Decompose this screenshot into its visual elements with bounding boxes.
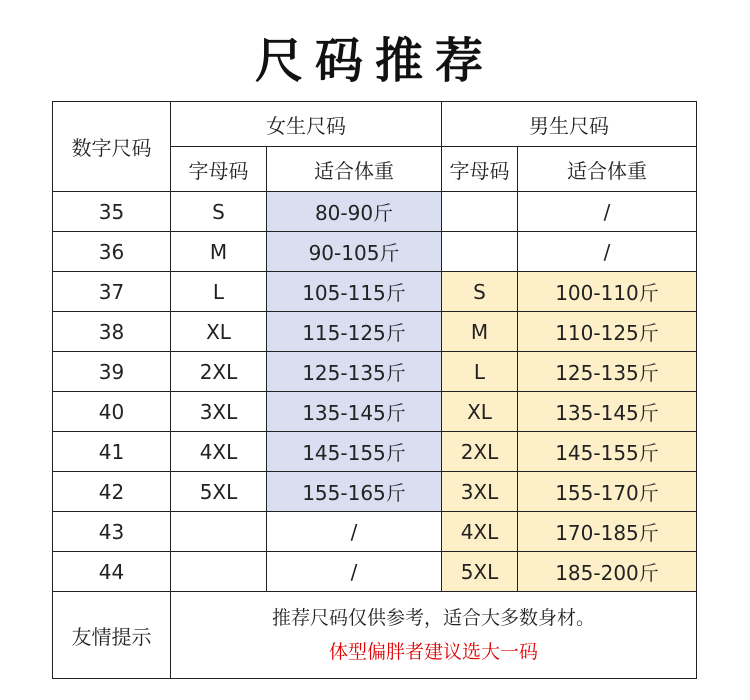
table-row — [53, 192, 697, 232]
header-women-letter: 字母码 — [171, 147, 267, 192]
cell-men-letter: M — [442, 312, 518, 352]
header-row-1 — [53, 102, 697, 147]
cell-women-letter: S — [171, 192, 267, 232]
cell-men-letter — [442, 232, 518, 272]
cell-women-weight: 90-105斤 — [267, 232, 442, 272]
header-women: 女生尺码 — [171, 102, 442, 147]
cell-men-weight: 145-155斤 — [518, 432, 697, 472]
page-title: 尺码推荐 — [254, 33, 495, 89]
tip-line-general: 推荐尺码仅供参考，适合大多数身材。 — [271, 607, 595, 629]
cell-women-letter — [171, 552, 267, 592]
cell-number-size: 39 — [53, 352, 171, 392]
tip-content — [171, 592, 697, 679]
cell-men-weight: 110-125斤 — [518, 312, 697, 352]
tip-row — [53, 592, 697, 679]
cell-women-weight: / — [267, 552, 442, 592]
cell-men-letter: L — [442, 352, 518, 392]
cell-number-size: 44 — [53, 552, 171, 592]
cell-number-size: 36 — [53, 232, 171, 272]
cell-women-weight: 80-90斤 — [267, 192, 442, 232]
cell-women-letter — [171, 512, 267, 552]
cell-women-weight: / — [267, 512, 442, 552]
table-row — [53, 312, 697, 352]
cell-women-letter: L — [171, 272, 267, 312]
cell-men-letter: 4XL — [442, 512, 518, 552]
cell-men-weight: / — [518, 232, 697, 272]
size-table — [52, 101, 697, 679]
cell-men-weight: 135-145斤 — [518, 392, 697, 432]
cell-men-letter: S — [442, 272, 518, 312]
cell-number-size: 37 — [53, 272, 171, 312]
cell-women-weight: 135-145斤 — [267, 392, 442, 432]
cell-men-weight: 100-110斤 — [518, 272, 697, 312]
cell-women-weight: 115-125斤 — [267, 312, 442, 352]
cell-number-size: 40 — [53, 392, 171, 432]
cell-women-weight: 105-115斤 — [267, 272, 442, 312]
cell-men-weight: / — [518, 192, 697, 232]
tip-line-warning: 体型偏胖者建议选大一码 — [328, 641, 538, 663]
cell-men-weight: 155-170斤 — [518, 472, 697, 512]
cell-number-size: 38 — [53, 312, 171, 352]
cell-women-letter: 5XL — [171, 472, 267, 512]
cell-women-weight: 155-165斤 — [267, 472, 442, 512]
table-row — [53, 472, 697, 512]
cell-men-letter — [442, 192, 518, 232]
cell-number-size: 43 — [53, 512, 171, 552]
cell-number-size: 35 — [53, 192, 171, 232]
cell-men-letter: 5XL — [442, 552, 518, 592]
table-row — [53, 232, 697, 272]
table-row — [53, 512, 697, 552]
cell-women-letter: 3XL — [171, 392, 267, 432]
cell-men-letter: 3XL — [442, 472, 518, 512]
cell-number-size: 41 — [53, 432, 171, 472]
table-row — [53, 352, 697, 392]
cell-women-weight: 125-135斤 — [267, 352, 442, 392]
cell-women-weight: 145-155斤 — [267, 432, 442, 472]
cell-number-size: 42 — [53, 472, 171, 512]
cell-men-weight: 125-135斤 — [518, 352, 697, 392]
cell-women-letter: XL — [171, 312, 267, 352]
table-row — [53, 432, 697, 472]
tip-label: 友情提示 — [53, 592, 171, 679]
cell-men-letter: XL — [442, 392, 518, 432]
cell-women-letter: M — [171, 232, 267, 272]
cell-women-letter: 2XL — [171, 352, 267, 392]
header-men-letter: 字母码 — [442, 147, 518, 192]
cell-women-letter: 4XL — [171, 432, 267, 472]
header-number-size: 数字尺码 — [53, 102, 171, 192]
table-row — [53, 272, 697, 312]
cell-men-weight: 170-185斤 — [518, 512, 697, 552]
header-men-weight: 适合体重 — [518, 147, 697, 192]
cell-men-weight: 185-200斤 — [518, 552, 697, 592]
table-row — [53, 392, 697, 432]
header-men: 男生尺码 — [442, 102, 697, 147]
header-women-weight: 适合体重 — [267, 147, 442, 192]
table-row — [53, 552, 697, 592]
cell-men-letter: 2XL — [442, 432, 518, 472]
